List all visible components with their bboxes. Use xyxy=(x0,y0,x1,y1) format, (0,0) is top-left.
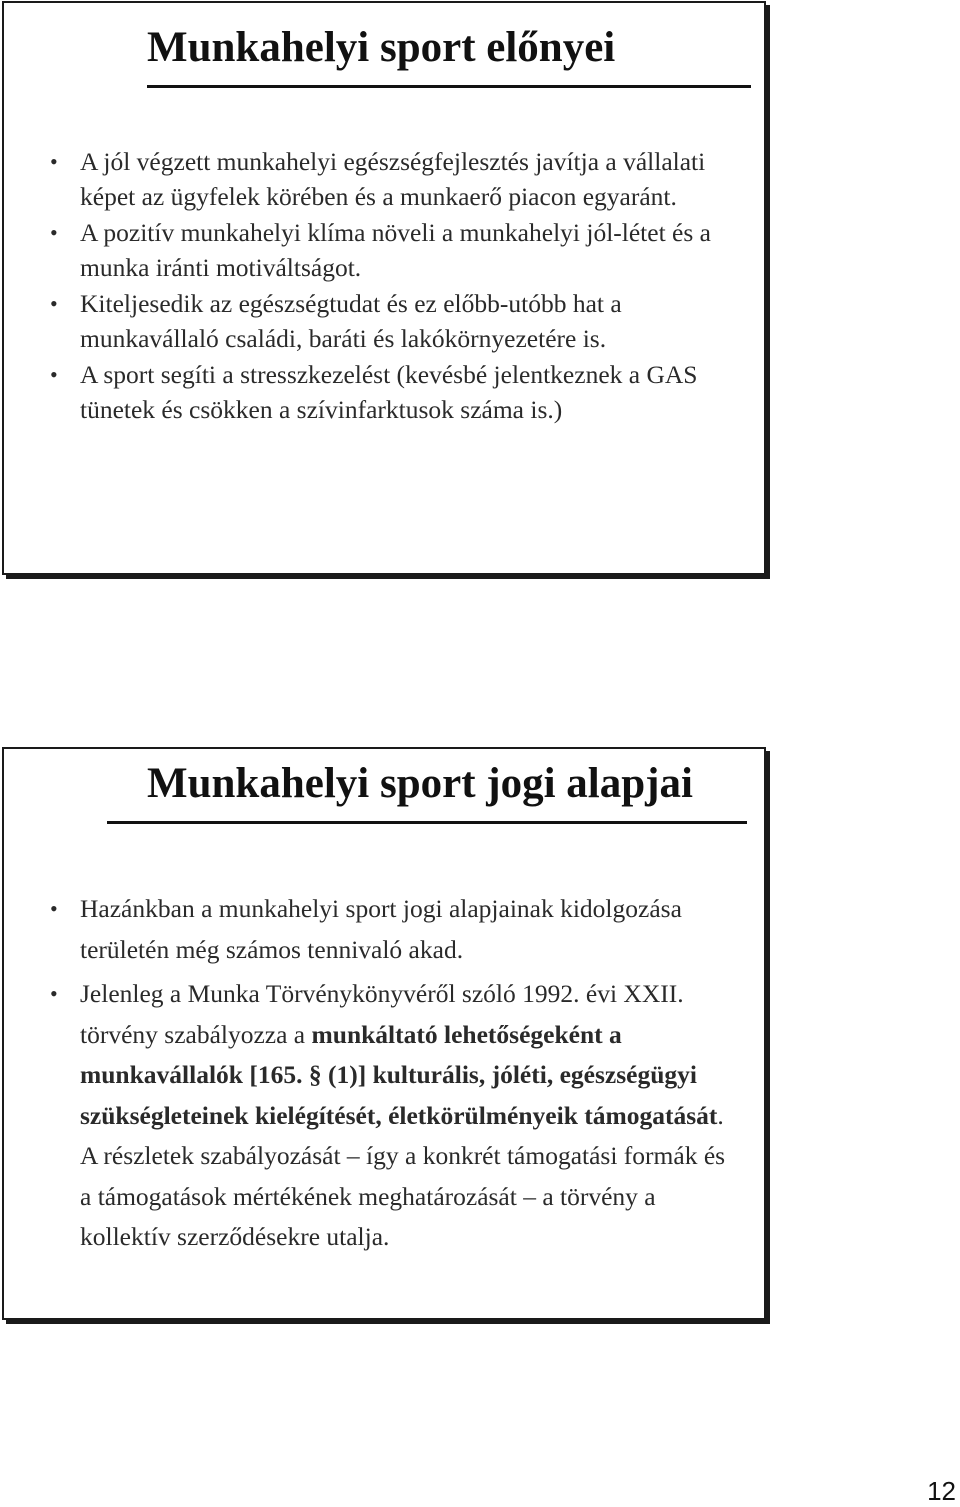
bullet-list xyxy=(50,145,730,429)
bullet-text: Kiteljesedik az egészségtudat és ez előbb-utóbb hat a munkavállaló családi, baráti és lakókörnyezetére is. xyxy=(80,289,622,353)
bullet-icon: • xyxy=(50,362,58,387)
bullet-text-part: . A részletek szabályozását – így a konkrét támogatási formák és a támogatások mértékének meghatározását – a törvény a kollektív szerződésekre utalja. xyxy=(80,1100,726,1251)
bullet-text: A jól végzett munkahelyi egészségfejlesztés javítja a vállalati képet az ügyfelek körében és a munkaerő piacon egyaránt. xyxy=(80,147,706,211)
bullet-list xyxy=(50,889,730,1262)
title-underline xyxy=(147,85,751,88)
bullet-icon: • xyxy=(50,896,58,921)
bullet-item xyxy=(50,889,730,970)
bullet-item xyxy=(50,287,730,356)
slide-title: Munkahelyi sport jogi alapjai xyxy=(147,760,693,807)
bullet-icon: • xyxy=(50,981,58,1006)
bullet-text-part: Jelenleg a Munka Törvénykönyvéről szóló 1992. évi XXII. törvény szabályozza a xyxy=(80,979,684,1049)
slide-workplace-sport-benefits xyxy=(2,1,766,575)
bullet-text: A pozitív munkahelyi klíma növeli a munkahelyi jól-létet és a munka iránti motiváltságot. xyxy=(80,218,711,282)
slide-title: Munkahelyi sport előnyei xyxy=(147,24,616,71)
bullet-icon: • xyxy=(50,220,58,245)
bullet-item xyxy=(50,145,730,214)
bullet-item xyxy=(50,358,730,427)
bullet-icon: • xyxy=(50,291,58,316)
title-underline xyxy=(107,821,747,824)
bullet-text: A sport segíti a stresszkezelést (kevésbé jelentkeznek a GAS tünetek és csökken a szívinfarktusok száma is.) xyxy=(80,360,698,424)
bullet-item xyxy=(50,974,730,1258)
bullet-text-bold: munkáltató lehetőségeként a munkavállalók [165. § (1)] kulturális, jóléti, egészségügyi szükségleteinek kielégítését, életkörülményeik támogatását xyxy=(80,1019,718,1130)
bullet-text: Hazánkban a munkahelyi sport jogi alapjainak kidolgozása területén még számos tennivaló akad. xyxy=(80,894,682,964)
page-number: 12 xyxy=(927,1476,956,1506)
bullet-icon: • xyxy=(50,149,58,174)
bullet-item xyxy=(50,216,730,285)
slide-workplace-sport-legal-basis xyxy=(2,747,766,1320)
